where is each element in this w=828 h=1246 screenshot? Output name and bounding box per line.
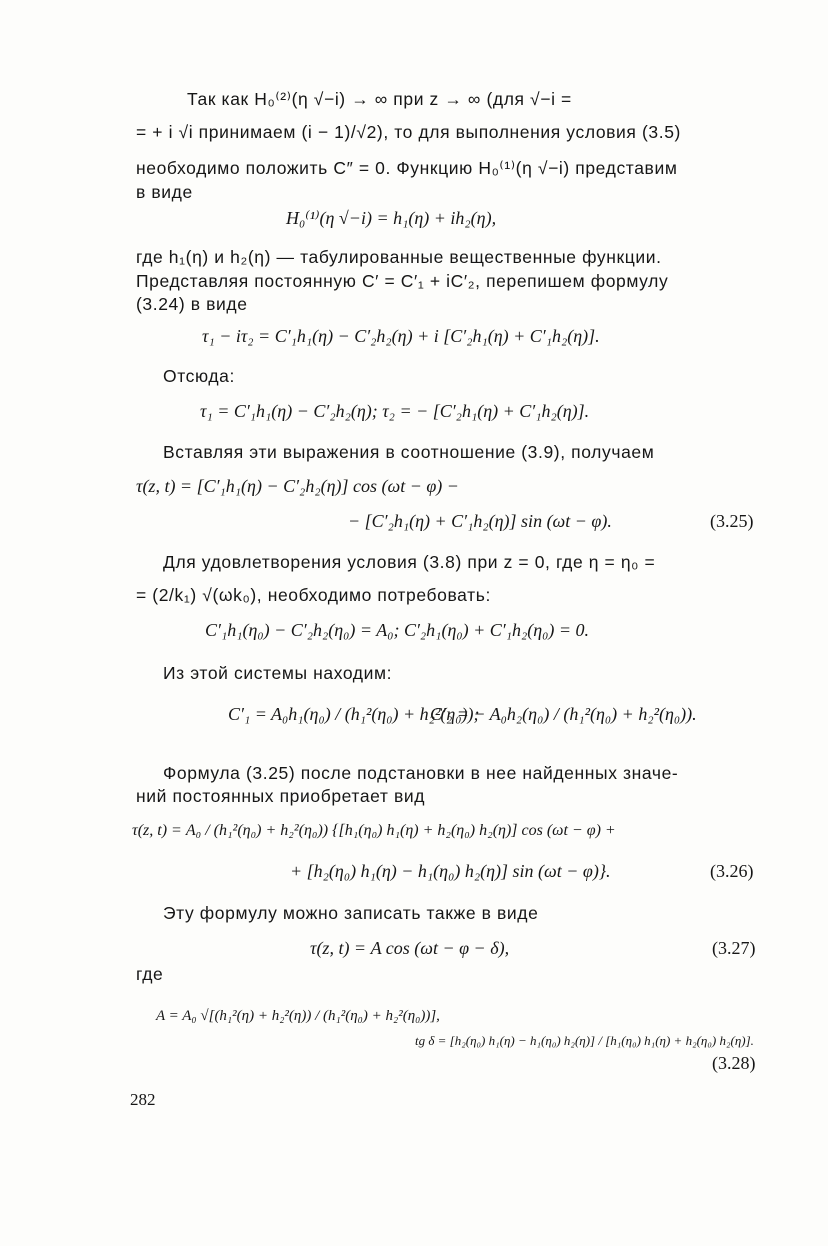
para1-line1: Так как H₀⁽²⁾(η √−i) → ∞ при z → ∞ (для √−i = <box>187 89 572 109</box>
equation-328-amplitude: A = A₀ √[(h₁²(η) + h₂²(η)) / (h₁²(η₀) + h₂²(η₀))], <box>156 1008 440 1024</box>
page-number: 282 <box>130 1090 156 1109</box>
equation-326-line1: τ(z, t) = A₀ / (h₁²(η₀) + h₂²(η₀)) {[h₁(η₀) h₁(η) + h₂(η₀) h₂(η)] cos (ωt − φ) + <box>132 822 616 839</box>
para5-line1: Для удовлетворения условия (3.8) при z = 0, где η = η₀ = <box>163 552 656 572</box>
para2-line3: (3.24) в виде <box>136 294 248 314</box>
equation-325-line1: τ(z, t) = [C′₁h₁(η) − C′₂h₂(η)] cos (ωt − φ) − <box>136 476 459 496</box>
equation-tau-complex: τ₁ − iτ₂ = C′₁h₁(η) − C′₂h₂(η) + i [C′₂h₁(η) + C′₁h₂(η)]. <box>202 326 600 346</box>
equation-label-327: (3.27) <box>712 938 756 958</box>
equation-c2: C′₂ = − A₀h₂(η₀) / (h₁²(η₀) + h₂²(η₀)). <box>430 704 697 724</box>
para1-line4: в виде <box>136 182 193 202</box>
para6: Из этой системы находим: <box>163 663 393 683</box>
equation-system: C′₁h₁(η₀) − C′₂h₂(η₀) = A₀; C′₂h₁(η₀) + C′₁h₂(η₀) = 0. <box>205 620 590 640</box>
equation-327: τ(z, t) = A cos (ωt − φ − δ), <box>310 938 510 958</box>
para2-line1: где h₁(η) и h₂(η) — табулированные вещественные функции. <box>136 247 662 267</box>
para3: Отсюда: <box>163 366 235 386</box>
equation-tau-parts: τ₁ = C′₁h₁(η) − C′₂h₂(η); τ₂ = − [C′₂h₁(η) + C′₁h₂(η)]. <box>200 401 590 421</box>
equation-326-line2: + [h₂(η₀) h₁(η) − h₁(η₀) h₂(η)] sin (ωt − φ)}. <box>290 861 611 881</box>
para2-line2: Представляя постоянную C′ = C′₁ + iC′₂, перепишем формулу <box>136 271 669 291</box>
para1-line3: необходимо положить C″ = 0. Функцию H₀⁽¹⁾(η √−i) представим <box>136 158 678 178</box>
equation-hankel: H₀⁽¹⁾(η √−i) = h₁(η) + ih₂(η), <box>286 208 497 228</box>
equation-c1: C′₁ = A₀h₁(η₀) / (h₁²(η₀) + h₂²(η₀)); <box>228 704 480 724</box>
equation-label-326: (3.26) <box>710 861 754 881</box>
para7-line1: Формула (3.25) после подстановки в нее найденных значе- <box>163 763 679 783</box>
para8: Эту формулу можно записать также в виде <box>163 903 539 923</box>
para9: где <box>136 964 164 984</box>
para5-line2: = (2/k₁) √(ωk₀), необходимо потребовать: <box>136 585 491 605</box>
para7-line2: ний постоянных приобретает вид <box>136 786 426 806</box>
equation-label-325: (3.25) <box>710 511 754 531</box>
equation-325-line2: − [C′₂h₁(η) + C′₁h₂(η)] sin (ωt − φ). <box>348 511 612 531</box>
equation-label-328: (3.28) <box>712 1053 756 1073</box>
para1-line2: = + i √i принимаем (i − 1)/√2), то для выполнения условия (3.5) <box>136 122 681 142</box>
equation-328-tangent: tg δ = [h₂(η₀) h₁(η) − h₁(η₀) h₂(η)] / [h₁(η₀) h₁(η) + h₂(η₀) h₂(η)]. <box>415 1033 754 1048</box>
para4: Вставляя эти выражения в соотношение (3.9), получаем <box>163 442 655 462</box>
